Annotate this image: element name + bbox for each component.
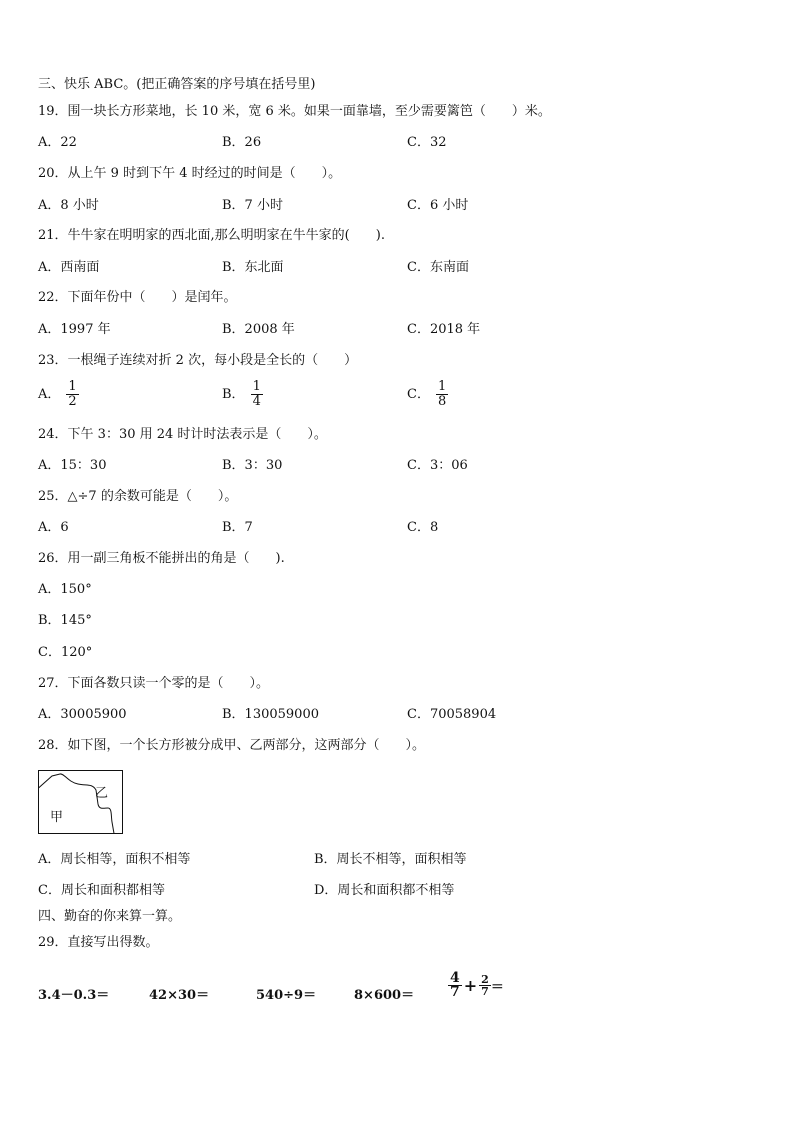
- fraction-numerator: 1: [252, 379, 261, 394]
- q27-option-c: C．70058904: [407, 707, 497, 722]
- q28-option-a: A．周长相等，面积不相等: [38, 852, 191, 867]
- fraction-denominator: 8: [437, 394, 447, 409]
- q26-option-a: A．150°: [38, 582, 92, 597]
- q20-option-b: B．7 小时: [222, 198, 283, 213]
- q22-option-b: B．2008 年: [222, 322, 295, 337]
- calc-item-4: 8×600＝: [354, 988, 415, 1003]
- q24-option-b: B．3：30: [222, 458, 283, 473]
- figure-label-jia: 甲: [50, 810, 64, 825]
- q19-option-c: C．32: [407, 135, 447, 150]
- q23-option-b-label: B．: [222, 387, 245, 402]
- q24-option-c: C．3：06: [407, 458, 468, 473]
- q28-option-d: D．周长和面积都不相等: [314, 883, 455, 898]
- question-20: 20．从上午 9 时到下午 4 时经过的时间是（ ）。: [38, 166, 342, 181]
- q19-option-a: A．22: [38, 135, 77, 150]
- q23-option-a: [38, 380, 79, 409]
- q27-option-a: A．30005900: [38, 707, 127, 722]
- q28-option-c: C．周长和面积都相等: [38, 883, 165, 898]
- plus-sign: +: [463, 976, 478, 995]
- q23-option-a-label: A．: [38, 387, 61, 402]
- q23-option-c-label: C．: [407, 387, 430, 402]
- q24-option-a: A．15：30: [38, 458, 107, 473]
- figure-label-yi: 乙: [95, 786, 109, 801]
- q25-option-c: C．8: [407, 520, 439, 535]
- q28-option-b: B．周长不相等，面积相等: [314, 852, 467, 867]
- equals-sign: ＝: [490, 980, 504, 995]
- question-24: 24．下午 3：30 用 24 时计时法表示是（ ）。: [38, 427, 327, 442]
- q26-option-b: B．145°: [38, 613, 92, 628]
- question-29: 29．直接写出得数。: [38, 935, 159, 950]
- question-23: 23．一根绳子连续对折 2 次，每小段是全长的（ ）: [38, 353, 358, 368]
- calc-item-5: [448, 972, 504, 999]
- fraction: [251, 380, 263, 409]
- fraction: [436, 380, 448, 409]
- fraction: [66, 380, 78, 409]
- q26-option-c: C．120°: [38, 645, 93, 660]
- calc-item-2: 42×30＝: [149, 988, 210, 1003]
- section-3-title: 三、快乐 ABC。(把正确答案的序号填在括号里): [38, 77, 316, 92]
- fraction-numerator: 2: [481, 973, 489, 986]
- question-21: 21．牛牛家在明明家的西北面,那么明明家在牛牛家的( ).: [38, 228, 385, 243]
- question-25: 25．△÷7 的余数可能是（ ）。: [38, 489, 238, 504]
- question-28: 28．如下图，一个长方形被分成甲、乙两部分，这两部分（ ）。: [38, 738, 426, 753]
- fraction-numerator: 4: [450, 970, 460, 986]
- q22-option-c: C．2018 年: [407, 322, 481, 337]
- question-22: 22．下面年份中（ ）是闰年。: [38, 290, 237, 305]
- fraction: [479, 974, 491, 997]
- question-19: 19．围一块长方形菜地，长 10 米，宽 6 米。如果一面靠墙，至少需要篱笆（ ）米。: [38, 104, 551, 119]
- fraction-numerator: 1: [437, 379, 447, 394]
- q20-option-a: A．8 小时: [38, 198, 99, 213]
- fraction-numerator: 1: [68, 379, 77, 394]
- q23-option-b: [222, 380, 263, 409]
- q21-option-c: C．东南面: [407, 260, 469, 275]
- question-27: 27．下面各数只读一个零的是（ ）。: [38, 676, 270, 691]
- calc-item-1: 3.4－0.3＝: [38, 988, 110, 1003]
- fraction-denominator: 7: [450, 984, 460, 1000]
- q20-option-c: C．6 小时: [407, 198, 469, 213]
- section-4-title: 四、勤奋的你来算一算。: [38, 909, 182, 924]
- q21-option-a: A．西南面: [38, 260, 100, 275]
- q25-option-a: A．6: [38, 520, 69, 535]
- q22-option-a: A．1997 年: [38, 322, 111, 337]
- fraction-denominator: 7: [481, 985, 489, 998]
- rectangle-figure: [38, 770, 123, 834]
- q23-option-c: [407, 380, 448, 409]
- q25-option-b: B．7: [222, 520, 253, 535]
- calc-item-3: 540÷9＝: [256, 988, 317, 1003]
- q21-option-b: B．东北面: [222, 260, 284, 275]
- fraction: [448, 972, 462, 999]
- fraction-denominator: 2: [68, 394, 77, 409]
- question-26: 26．用一副三角板不能拼出的角是（ ).: [38, 551, 285, 566]
- q19-option-b: B．26: [222, 135, 262, 150]
- q27-option-b: B．130059000: [222, 707, 319, 722]
- fraction-denominator: 4: [252, 394, 261, 409]
